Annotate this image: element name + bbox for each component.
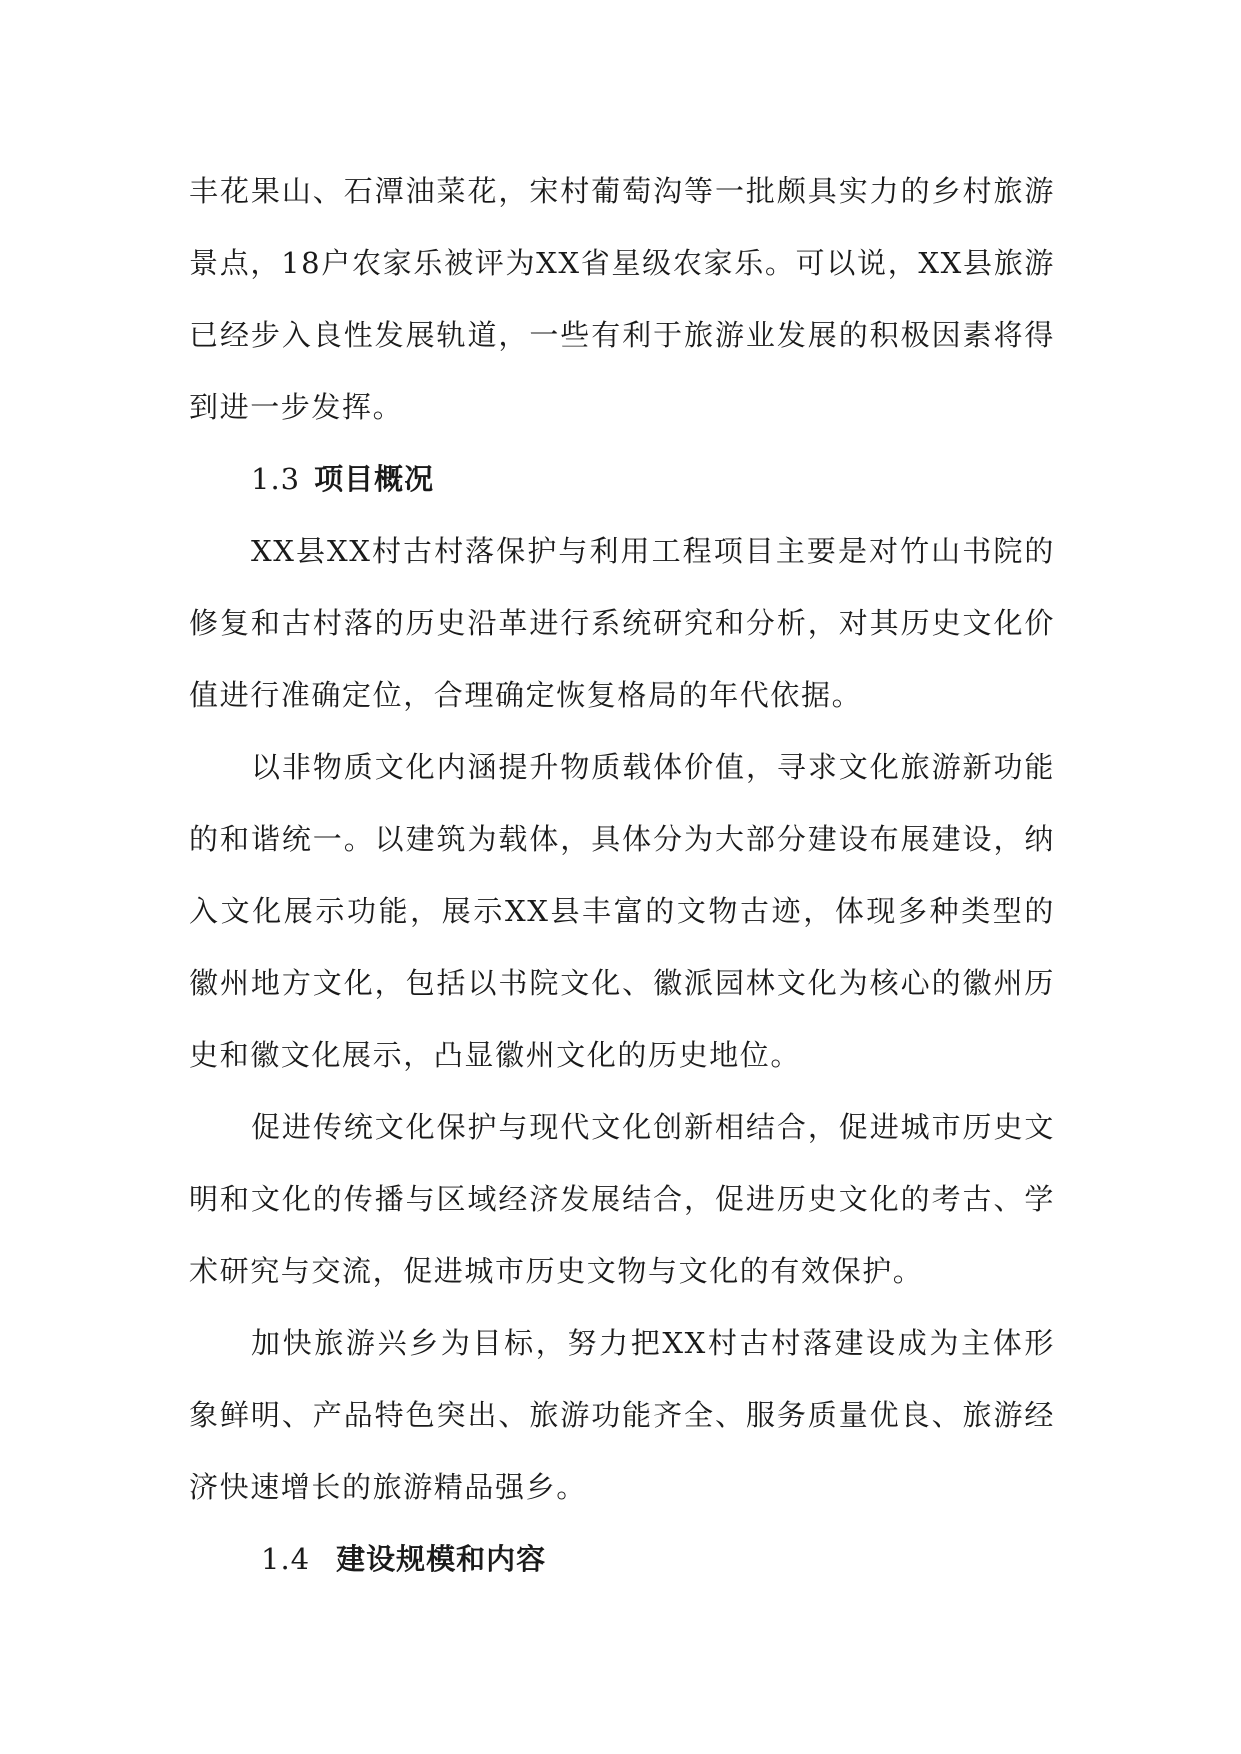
- section-number: 1.3: [251, 462, 301, 496]
- document-body: [189, 155, 1055, 1595]
- section-title: 项目概况: [314, 462, 435, 496]
- section-heading-1-4: [189, 1523, 1055, 1595]
- paragraph: 以非物质文化内涵提升物质载体价值，寻求文化旅游新功能的和谐统一。以建筑为载体，具体分为大部分建设布展建设，纳入文化展示功能，展示XX县丰富的文物古迹，体现多种类型的徽州地方文化，包括以书院文化、徽派园林文化为核心的徽州历史和徽文化展示，凸显徽州文化的历史地位。: [189, 750, 1055, 1072]
- section-number: 1.4: [261, 1542, 311, 1576]
- section-title: 建设规模和内容: [336, 1542, 547, 1576]
- section-heading-1-3: [189, 443, 1055, 515]
- paragraph: 加快旅游兴乡为目标，努力把XX村古村落建设成为主体形象鲜明、产品特色突出、旅游功能齐全、服务质量优良、旅游经济快速增长的旅游精品强乡。: [189, 1326, 1055, 1504]
- paragraph-continued: 丰花果山、石潭油菜花，宋村葡萄沟等一批颇具实力的乡村旅游景点，18户农家乐被评为XX省星级农家乐。可以说，XX县旅游已经步入良性发展轨道，一些有利于旅游业发展的积极因素将得到进一步发挥。: [189, 174, 1055, 424]
- paragraph: 促进传统文化保护与现代文化创新相结合，促进城市历史文明和文化的传播与区域经济发展结合，促进历史文化的考古、学术研究与交流，促进城市历史文物与文化的有效保护。: [189, 1110, 1055, 1288]
- paragraph: XX县XX村古村落保护与利用工程项目主要是对竹山书院的修复和古村落的历史沿革进行系统研究和分析，对其历史文化价值进行准确定位，合理确定恢复格局的年代依据。: [189, 534, 1055, 712]
